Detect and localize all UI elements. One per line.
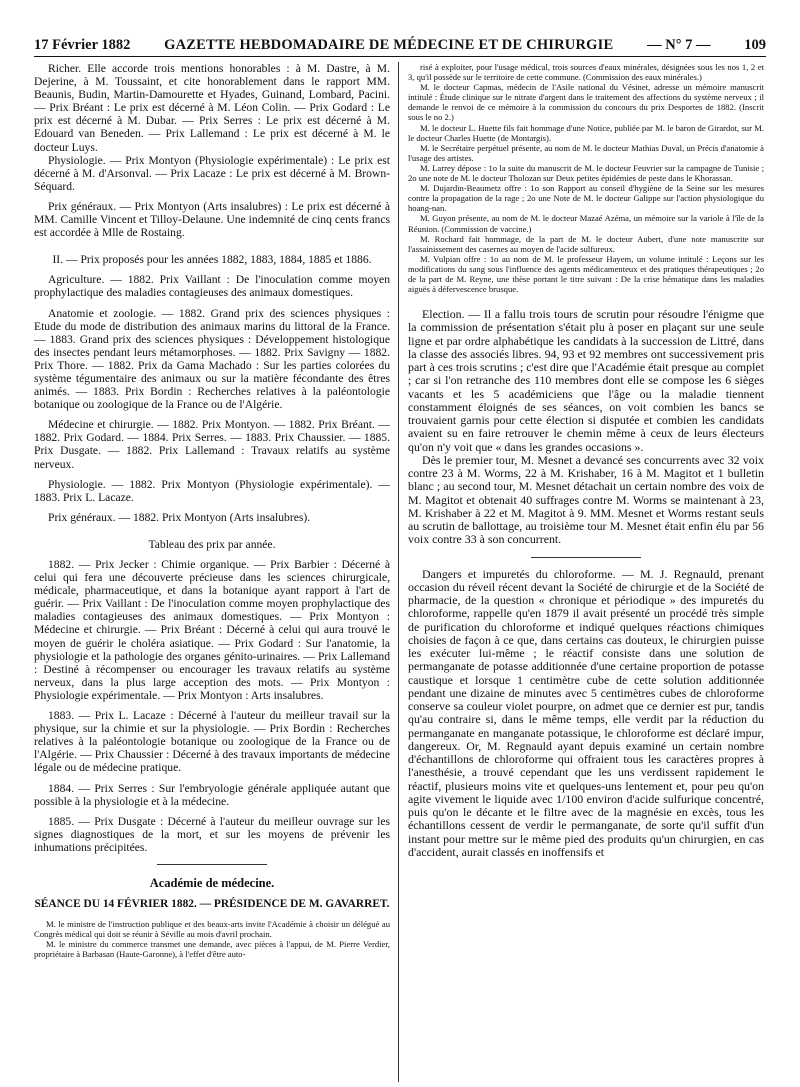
year-1882: 1882. — Prix Jecker : Chimie organique. — Prix Barbier : Décerné à celui qui fera une découverte précieuse dans les sciences chirurgicale, médicale, pharmaceutique, et dans la botanique ayant rapport à l'art de guérir. — Prix Vaillant : De l'inoculation comme moyen prophylactique des maladies contagieuses des animaux domestiques. — Prix Montyon : Médecine et chirurgie. — Prix Bréant : Décerné à celui qui aura trouvé le moyen de guérir le choléra asiatique. — Prix Godard : Sur l'anatomie, la physiologie et la pathologie des organes génito-urinaires. — Prix Lallemand : Destiné à récompenser ou encourager les travaux relatifs au système nerveux, dans la plus large acception des mots. — Prix Montyon : Physiologie expérimentale. — Prix Montyon : Arts insalubres. <box>34 558 390 702</box>
issue-date: 17 Février 1882 <box>34 37 131 53</box>
year-1885: 1885. — Prix Dusgate : Décerné à l'auteur du meilleur ouvrage sur les signes diagnostiques de la mort, et sur les moyens de prévenir les inhumations précipitées. <box>34 814 390 854</box>
correspondence-item: M. le Secrétaire perpétuel présente, au nom de M. le docteur Mathias Duval, un Précis d'anatomie à l'usage des artistes. <box>408 142 764 163</box>
page-number: 109 <box>744 37 766 53</box>
section-heading: II. — Prix proposés pour les années 1882, 1883, 1884, 1885 et 1886. <box>52 253 372 267</box>
correspondence-item: M. Rochard fait hommage, de la part de M. le docteur Aubert, d'une note manuscrite sur l'assainissement des casernes au moyen de l'acide sulfureux. <box>408 233 764 254</box>
correspondence-item: M. Dujardin-Beaumetz offre : 1o son Rapport au conseil d'hygiène de la Seine sur les mesures contre la propagation de la rage ; 2o une Note de M. le docteur Galippe sur l'action physiologique du hoang-nan. <box>408 183 764 214</box>
correspondence-item: M. le docteur Capmas, médecin de l'Asile national du Vésinet, adresse un mémoire manuscrit intitulé : Étude clinique sur le nitrate d'argent dans le traitement des affections du système nerveux ; il demande le renvoi de ce mémoire à la commission du concours du prix Desportes de 1882. (Inscrit sous le no 2.) <box>408 82 764 123</box>
academie-heading: Académie de médecine. <box>149 875 275 890</box>
physiology-proposed: Physiologie. — 1882. Prix Montyon (Physiologie expérimentale). — 1883. Prix L. Lacaze. <box>34 477 390 504</box>
section-rule <box>531 557 641 558</box>
general-prizes: Prix généraux. — Prix Montyon (Arts insalubres) : Le prix est décerné à MM. Camille Vincent et Tilloy-Delaune. Une indemnité de cinq cents francs est accordée à Mlle de Rostaing. <box>34 199 390 240</box>
ministry-notice: M. le ministre de l'instruction publique et des beaux-arts invite l'Académie à choisir un délégué au Congrès médical qui doit se réunir à Séville au mois d'avril prochain. <box>34 919 390 940</box>
correspondence-item: M. Larrey dépose : 1o la suite du manuscrit de M. le docteur Feuvrier sur la campagne de Tunisie ; 2o une note de M. le docteur Tholozan sur Deux petites épidémies de peste dans le Khorassan. <box>408 162 764 184</box>
table-heading: Tableau des prix par année. <box>148 537 276 551</box>
page-header <box>34 32 766 57</box>
section-rule <box>157 864 267 865</box>
column-divider <box>398 62 399 1082</box>
correspondence-item: M. Vulpian offre : 1o au nom de M. le professeur Hayem, un volume intitulé : Leçons sur les modifications du sang sous l'influence des agents médicamenteux et des pratiques thérapeutiques ; 2o de la part de M. Reyne, une thèse portant le titre suivant : De la crise hématique dans les maladies aiguës à défervescence brusque. <box>408 253 764 295</box>
correspondence-item: risé à exploiter, pour l'usage médical, trois sources d'eaux minérales, désignées sous les nos 1, 2 et 3, qu'il possède sur le territoire de cette commune. (Commission des eaux minérales.) <box>408 62 764 83</box>
physiology-prizes: Physiologie. — Prix Montyon (Physiologie expérimentale) : Le prix est décerné à M. d'Arsonval. — Prix Lacaze : Le prix est décerné à M. Brown-Séquard. <box>34 153 390 193</box>
commerce-notice: M. le ministre du commerce transmet une demande, avec pièces à l'appui, de M. Pierre Verdier, propriétaire à Barbasan (Haute-Garonne), à l'effet d'être auto- <box>34 939 390 960</box>
left-column <box>34 62 390 960</box>
correspondence-item: M. Guyon présente, au nom de M. le docteur Mazaé Azéma, un mémoire sur la variole à l'île de la Réunion. (Commission de vaccine.) <box>408 213 764 234</box>
correspondence-item: M. le docteur L. Huette fils fait hommage d'une Notice, publiée par M. le baron de Girardot, sur M. le docteur Charles Huette (de Montargis). <box>408 122 764 143</box>
year-1884: 1884. — Prix Serres : Sur l'embryologie générale appliquée autant que possible à la physiologie et à la médecine. <box>34 781 390 808</box>
medicine-surgery-prizes: Médecine et chirurgie. — 1882. Prix Montyon. — 1882. Prix Bréant. — 1882. Prix Godard. — 1884. Prix Serres. — 1883. Prix Chaussier. — 1885. Prix Dusgate. — 1882. Prix Lallemand : Travaux relatifs au système nerveux. <box>34 418 390 471</box>
right-column <box>408 62 764 859</box>
anatomy-zoology-prizes: Anatomie et zoologie. — 1882. Grand prix des sciences physiques : Etude du mode de distribution des animaux marins du littoral de la France. — 1883. Grand prix des sciences physiques : Développement histologique des insectes pendant leurs métamorphoses. — 1882. Prix Savigny — 1882. Prix Thore. — 1882. Prix da Gama Machado : Sur les parties colorées du système tégumentaire des animaux ou sur la matière fécondante des êtres animés. — 1883. Prix Bordin : Recherches relatives à la paléontologie botanique ou zoologique de la France ou de l'Algérie. <box>34 306 390 412</box>
prize-paragraph: Richer. Elle accorde trois mentions honorables : à M. Dastre, à M. Dejerine, à M. Toussaint, et cite honorablement dans le rapport MM. Beaunis, Budin, Martin-Damourette et Hyades, Guinand, Lombard, Pacini. — Prix Bréant : Le prix est décerné à M. Léon Colin. — Prix Godard : Le prix est décerné à M. Dubar. — Prix Serres : Le prix est décerné à M. Edouard van Beneden. — Prix Lallemand : Le prix est décerné à M. le docteur Luys. <box>34 62 390 154</box>
agriculture-prizes: Agriculture. — 1882. Prix Vaillant : De l'inoculation comme moyen prophylactique des maladies contagieuses des animaux domestiques. <box>34 273 390 300</box>
seance-heading: SÉANCE DU 14 FÉVRIER 1882. — PRÉSIDENCE DE M. GAVARRET. <box>34 898 390 911</box>
issue-number: — N° 7 — <box>647 37 711 53</box>
general-proposed: Prix généraux. — 1882. Prix Montyon (Arts insalubres). <box>48 510 311 524</box>
journal-title: GAZETTE HEBDOMADAIRE DE MÉDECINE ET DE CHIRURGIE <box>164 37 614 53</box>
year-1883: 1883. — Prix L. Lacaze : Décerné à l'auteur du meilleur travail sur la physique, sur la chimie et sur la physiologie. — Prix Bordin : Recherches relatives à la paléontologie botanique ou zoologique de la France ou de l'Algérie. — Prix Chaussier : Décerné à des travaux importants de médecine légale ou de médecine pratique. <box>34 709 390 775</box>
election-results: Dès le premier tour, M. Mesnet a devancé ses concurrents avec 32 voix contre 23 à M. Worms, 22 à M. Krishaber, 16 à M. Magitot et 1 bulletin blanc ; au second tour, M. Mesnet détachait un certain nombre des voix de M. Magitot et obtenait 40 suffrages contre M. Worms se maintenant à 23, M. Krishaber à 22 et M. Magitot à 9. MM. Mesnet et Worms restant seuls au scrutin de ballottage, au troisième tour M. Mesnet était enfin élu par 56 voix contre 33 à son concurrent. <box>408 452 764 547</box>
election-paragraph: Election. — Il a fallu trois tours de scrutin pour résoudre l'énigme que la commission de présentation s'était plu à poser en plaçant sur une seule ligne et par ordre alphabétique les candidats à la succession de Littré, dans la classe des associés libres. 94, 93 et 92 membres ont successivement pris part à ces trois scrutins ; c'est dire que l'Académie était presque au complet ; car si l'on retranche des 110 membres dont elle se compose les 6 sièges vacants et les 5 académiciens que l'âge ou la maladie tiennent constamment éloignés de ses séances, on voit combien les bancs se trouvaient garnis pour cette élection si disputée et combien les candidats avaient su en faire retrouver le chemin même à ceux de leurs électeurs qu'on n'y voit que « dans les grandes occasions ». <box>408 307 764 454</box>
chloroform-article: Dangers et impuretés du chloroforme. — M. J. Regnauld, prenant occasion du réveil récent devant la Société de chirurgie et de la Société de pharmacie, de la question « chronique et périodique » des impuretés du chloroforme, rappelle qu'en 1879 il avait présenté un procédé très simple de purification du chloroforme et indiqué quelques réactions chimiques choisies de façon à ce que, dans certains cas douteux, le chirurgien puisse les exécuter lui-même ; le réactif consiste dans une solution de permanganate de potasse additionnée d'une certaine proportion de potasse caustique et lorsque 1 centimètre cube de cette solution additionnée pendant une dizaine de minutes avec 5 centimètres cubes de chloroforme conserve sa couleur violet pourpre, on admet que ce dernier est pur, tandis qu'au contraire si, dans le même temps, elle verdit par la réduction du permanganate en manganate potassique, le chloroforme est déclaré impur, dangereux. Or, M. Regnauld ayant depuis examiné un certain nombre d'échantillons de chloroforme qui offraient tous les caractères propres à l'anesthésie, a trouvé cependant que les uns verdissent rapidement le réactif, plusieurs moins vite et quelques-uns lentement et, pour peu qu'on agite vivement le liquide avec 1/100 environ d'acide sulfurique concentré, puis qu'on le décante et le filtre avec de la magnésie en excès, tous les échantillons cessent de verdir le permanganate, de sorte qu'il suffit d'un instant pour mettre sur le même pied des produits qu'un chirurgien, en cas d'accident, aurait classés en inoffensifs et <box>408 566 764 859</box>
